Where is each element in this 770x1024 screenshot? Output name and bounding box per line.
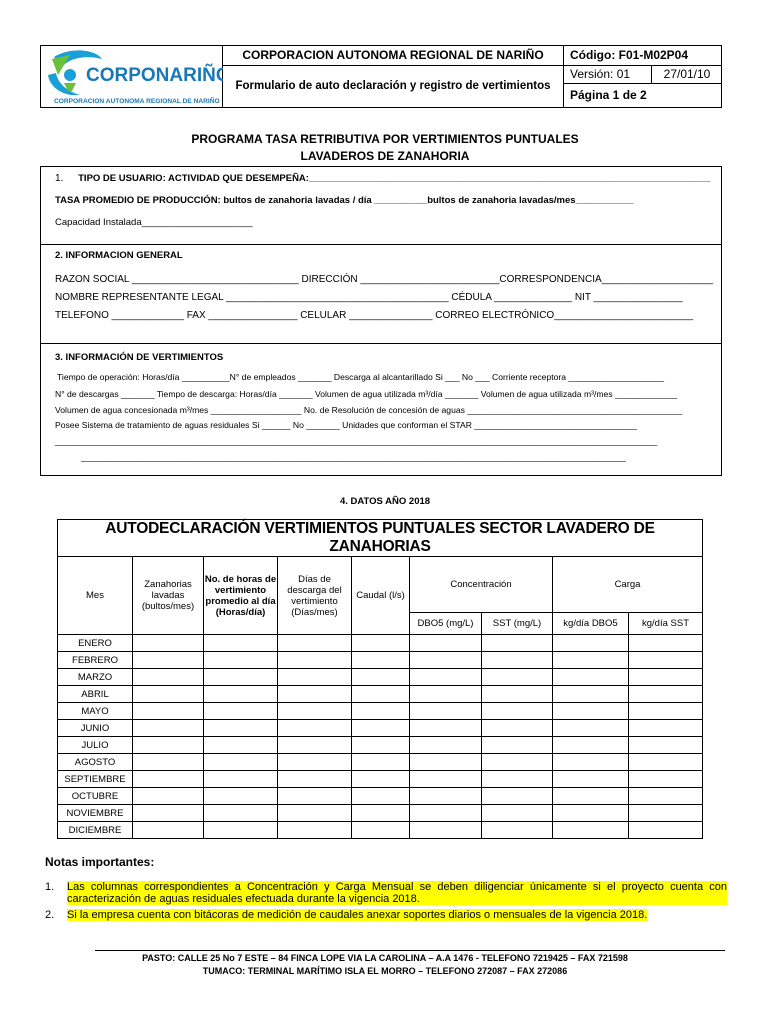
page-number: Página 1 de 2 — [570, 88, 647, 102]
month-cell: AGOSTO — [58, 754, 133, 771]
water-concession-row[interactable]: Volumen de agua concesionada m³/mes ___________________ No. de Resolución de concesión de aguas _____________________________________________ — [55, 405, 683, 415]
data-entry-cell[interactable] — [629, 737, 703, 754]
footer-tumaco: TUMACO: TERMINAL MARÍTIMO ISLA EL MORRO – TELEFONO 272087 – FAX 272086 — [202, 966, 568, 976]
data-entry-cell[interactable] — [553, 737, 629, 754]
data-entry-cell[interactable] — [629, 771, 703, 788]
table-title: AUTODECLARACIÓN VERTIMIENTOS PUNTUALES SECTOR LAVADERO DE ZANAHORIAS — [58, 520, 703, 557]
data-entry-cell[interactable] — [482, 754, 553, 771]
footer-divider — [95, 950, 725, 951]
data-entry-cell[interactable] — [352, 686, 410, 703]
data-entry-cell[interactable] — [133, 652, 204, 669]
col-header-carga: Carga — [553, 557, 703, 613]
month-cell: NOVIEMBRE — [58, 805, 133, 822]
table-row — [58, 737, 703, 754]
data-entry-cell[interactable] — [133, 771, 204, 788]
logo-subtext: CORPORACION AUTONOMA REGIONAL DE NARIÑO — [54, 98, 220, 105]
month-cell: MARZO — [58, 669, 133, 686]
section-user-type — [40, 166, 722, 245]
table-row — [58, 635, 703, 652]
data-entry-cell[interactable] — [133, 737, 204, 754]
data-entry-cell[interactable] — [278, 652, 352, 669]
data-entry-cell[interactable] — [352, 669, 410, 686]
data-entry-cell[interactable] — [553, 754, 629, 771]
data-entry-cell[interactable] — [410, 771, 482, 788]
note-1 — [45, 881, 727, 911]
data-entry-cell[interactable] — [553, 652, 629, 669]
data-entry-cell[interactable] — [204, 822, 278, 839]
data-entry-cell[interactable] — [553, 771, 629, 788]
data-entry-cell[interactable] — [629, 635, 703, 652]
data-entry-cell[interactable] — [629, 669, 703, 686]
data-entry-cell[interactable] — [352, 788, 410, 805]
corponarino-logo — [40, 45, 223, 108]
program-title-line1: PROGRAMA TASA RETRIBUTIVA POR VERTIMIENTOS PUNTUALES — [191, 132, 579, 146]
data-entry-cell[interactable] — [482, 771, 553, 788]
month-cell: OCTUBRE — [58, 788, 133, 805]
data-entry-cell[interactable] — [482, 652, 553, 669]
data-entry-cell[interactable] — [352, 754, 410, 771]
org-name: CORPORACION AUTONOMA REGIONAL DE NARIÑO — [223, 45, 563, 66]
data-entry-cell[interactable] — [410, 669, 482, 686]
section4-title: 4. DATOS AÑO 2018 — [339, 496, 431, 507]
table-row — [58, 822, 703, 839]
col-header-mes: Mes — [58, 557, 133, 635]
data-entry-cell[interactable] — [204, 737, 278, 754]
data-entry-cell[interactable] — [553, 788, 629, 805]
data-entry-cell[interactable] — [629, 822, 703, 839]
data-entry-cell[interactable] — [553, 720, 629, 737]
data-entry-cell[interactable] — [629, 652, 703, 669]
data-entry-cell[interactable] — [352, 652, 410, 669]
section2-title: 2. INFORMACION GENERAL — [55, 250, 183, 261]
data-entry-cell[interactable] — [629, 720, 703, 737]
data-entry-cell[interactable] — [410, 720, 482, 737]
header-meta-cell — [564, 45, 722, 108]
treatment-units-line2[interactable]: __________________________________________________________________________________________________________________ — [81, 452, 626, 462]
data-entry-cell[interactable] — [553, 669, 629, 686]
data-entry-cell[interactable] — [204, 686, 278, 703]
data-entry-cell[interactable] — [553, 805, 629, 822]
footer-pasto: PASTO: CALLE 25 No 7 ESTE – 84 FINCA LOPE VIA LA CAROLINA – A.A 1476 - TELEFONO 7219425 – FAX 721598 — [142, 953, 628, 963]
data-entry-cell[interactable] — [482, 788, 553, 805]
data-entry-cell[interactable] — [204, 754, 278, 771]
data-entry-cell[interactable] — [278, 737, 352, 754]
data-entry-cell[interactable] — [204, 669, 278, 686]
table-row — [58, 703, 703, 720]
data-entry-cell[interactable] — [278, 635, 352, 652]
data-entry-cell[interactable] — [278, 771, 352, 788]
table-row — [58, 754, 703, 771]
subheader-kg-sst: kg/día SST — [629, 613, 703, 635]
month-cell: FEBRERO — [58, 652, 133, 669]
operation-time-row[interactable]: Tiempo de operación: Horas/día __________N° de empleados _______ Descarga al alcantarillado Si ___ No ___ Corriente receptora ____________________ — [57, 372, 665, 382]
data-entry-cell[interactable] — [352, 720, 410, 737]
treatment-system-row[interactable]: Posee Sistema de tratamiento de aguas residuales Si ______ No _______ Unidades que conforman el STAR __________________________________ — [55, 420, 637, 430]
data-entry-cell[interactable] — [278, 805, 352, 822]
data-entry-cell[interactable] — [278, 788, 352, 805]
data-entry-cell[interactable] — [352, 635, 410, 652]
subheader-dbo5: DBO5 (mg/L) — [410, 613, 482, 635]
data-entry-cell[interactable] — [410, 822, 482, 839]
data-entry-cell[interactable] — [482, 720, 553, 737]
data-entry-cell[interactable] — [482, 805, 553, 822]
logo-cell — [40, 45, 223, 108]
data-entry-cell[interactable] — [410, 754, 482, 771]
data-entry-cell[interactable] — [482, 703, 553, 720]
table-row — [58, 652, 703, 669]
data-entry-cell[interactable] — [629, 788, 703, 805]
legal-representative-row[interactable]: NOMBRE REPRESENTANTE LEGAL ________________________________________ CÉDULA ______________ NIT ________________ — [55, 292, 683, 303]
note-1-text: Las columnas correspondientes a Concentración y Carga Mensual se deben diligenciar únicamente si el proyecto cuenta con caracterización de aguas residuales efectuada durante la vigencia 2018. — [67, 881, 727, 905]
data-entry-cell[interactable] — [133, 635, 204, 652]
data-entry-cell[interactable] — [410, 686, 482, 703]
data-entry-cell[interactable] — [204, 805, 278, 822]
data-entry-cell[interactable] — [629, 703, 703, 720]
production-rate-field[interactable]: TASA PROMEDIO DE PRODUCCIÓN: bultos de zanahoria lavadas / día __________bultos de zanahoria lavadas/mes___________ — [55, 195, 634, 206]
col-header-horas: No. de horas de vertimiento promedio al día (Horas/día) — [204, 557, 278, 635]
month-cell: JULIO — [58, 737, 133, 754]
data-entry-cell[interactable] — [553, 635, 629, 652]
data-entry-cell[interactable] — [133, 805, 204, 822]
program-title-line2: LAVADEROS DE ZANAHORIA — [300, 149, 470, 163]
data-entry-cell[interactable] — [133, 788, 204, 805]
subheader-sst: SST (mg/L) — [482, 613, 553, 635]
note-2 — [45, 909, 727, 924]
data-entry-cell[interactable] — [629, 754, 703, 771]
data-entry-cell[interactable] — [410, 652, 482, 669]
data-entry-cell[interactable] — [278, 669, 352, 686]
data-entry-cell[interactable] — [204, 635, 278, 652]
treatment-units-line1[interactable]: ______________________________________________________________________________________________________________________________ — [55, 436, 658, 446]
col-header-caudal: Caudal (l/s) — [352, 557, 410, 635]
note-2-text: Si la empresa cuenta con bitácoras de medición de caudales anexar soportes diarios o mensuales de la vigencia 2018. — [67, 909, 648, 921]
discharge-table — [57, 519, 703, 839]
data-entry-cell[interactable] — [410, 805, 482, 822]
data-entry-cell[interactable] — [133, 822, 204, 839]
data-entry-cell[interactable] — [410, 703, 482, 720]
data-entry-cell[interactable] — [629, 805, 703, 822]
company-name-row[interactable]: RAZON SOCIAL ______________________________ DIRECCIÓN _________________________CORRESPONDENCIA____________________ — [55, 274, 713, 285]
data-entry-cell[interactable] — [133, 686, 204, 703]
data-entry-cell[interactable] — [133, 720, 204, 737]
month-cell: JUNIO — [58, 720, 133, 737]
note-1-number: 1. — [45, 881, 55, 893]
data-entry-cell[interactable] — [629, 686, 703, 703]
data-entry-cell[interactable] — [410, 737, 482, 754]
section-general-info — [40, 244, 722, 344]
table-row — [58, 720, 703, 737]
data-entry-cell[interactable] — [352, 737, 410, 754]
data-entry-cell[interactable] — [410, 635, 482, 652]
month-cell: MAYO — [58, 703, 133, 720]
col-header-dias: Días de descarga del vertimiento (Días/mes) — [278, 557, 352, 635]
data-entry-cell[interactable] — [278, 822, 352, 839]
table-row — [58, 771, 703, 788]
month-cell: ENERO — [58, 635, 133, 652]
notes-title: Notas importantes: — [45, 855, 155, 869]
table-row — [58, 669, 703, 686]
data-entry-cell[interactable] — [482, 686, 553, 703]
table-row — [58, 788, 703, 805]
table-row — [58, 805, 703, 822]
month-cell: DICIEMBRE — [58, 822, 133, 839]
version-date: 27/01/10 — [663, 67, 711, 81]
section-discharge-info — [40, 343, 722, 476]
capacity-field[interactable]: Capacidad Instalada_____________________ — [55, 217, 253, 228]
data-entry-cell[interactable] — [352, 805, 410, 822]
col-header-zanahorias: Zanahorias lavadas (bultos/mes) — [133, 557, 204, 635]
section1-number: 1. — [55, 173, 64, 184]
user-type-field[interactable]: TIPO DE USUARIO: ACTIVIDAD QUE DESEMPEÑA:____________________________________________________________________________ — [78, 173, 711, 184]
data-entry-cell[interactable] — [133, 754, 204, 771]
contact-row[interactable]: TELEFONO _____________ FAX ________________ CELULAR _______________ CORREO ELECTRÓNICO_________________________ — [55, 310, 694, 321]
data-entry-cell[interactable] — [352, 822, 410, 839]
data-entry-cell[interactable] — [278, 686, 352, 703]
form-name: Formulario de auto declaración y registro de vertimientos — [235, 80, 551, 92]
data-entry-cell[interactable] — [204, 703, 278, 720]
data-entry-cell[interactable] — [482, 822, 553, 839]
data-entry-cell[interactable] — [482, 635, 553, 652]
section3-title: 3. INFORMACIÓN DE VERTIMIENTOS — [55, 352, 224, 363]
data-entry-cell[interactable] — [278, 754, 352, 771]
header-title-cell — [223, 45, 564, 108]
data-entry-cell[interactable] — [482, 669, 553, 686]
data-entry-cell[interactable] — [352, 703, 410, 720]
data-entry-cell[interactable] — [278, 703, 352, 720]
data-entry-cell[interactable] — [133, 703, 204, 720]
version-label: Versión: 01 — [564, 65, 652, 83]
data-entry-cell[interactable] — [204, 652, 278, 669]
data-entry-cell[interactable] — [204, 720, 278, 737]
data-entry-cell[interactable] — [553, 703, 629, 720]
col-header-concentracion: Concentración — [410, 557, 553, 613]
month-cell: SEPTIEMBRE — [58, 771, 133, 788]
data-entry-cell[interactable] — [278, 720, 352, 737]
data-entry-cell[interactable] — [133, 669, 204, 686]
table-row — [58, 686, 703, 703]
data-entry-cell[interactable] — [204, 788, 278, 805]
logo-text: CORPONARIÑO — [86, 65, 223, 86]
note-2-number: 2. — [45, 909, 55, 921]
data-entry-cell[interactable] — [553, 822, 629, 839]
data-entry-cell[interactable] — [204, 771, 278, 788]
data-entry-cell[interactable] — [352, 771, 410, 788]
version-row — [564, 65, 722, 84]
data-entry-cell[interactable] — [410, 788, 482, 805]
discharge-count-row[interactable]: N° de descargas _______ Tiempo de descarga: Horas/día _______ Volumen de agua utilizada m³/día _______ Volumen de agua utilizada m³/mes _____________ — [55, 389, 678, 399]
form-code: Código: F01-M02P04 — [564, 45, 722, 66]
subheader-kg-dbo5: kg/día DBO5 — [553, 613, 629, 635]
data-entry-cell[interactable] — [482, 737, 553, 754]
month-cell: ABRIL — [58, 686, 133, 703]
data-entry-cell[interactable] — [553, 686, 629, 703]
